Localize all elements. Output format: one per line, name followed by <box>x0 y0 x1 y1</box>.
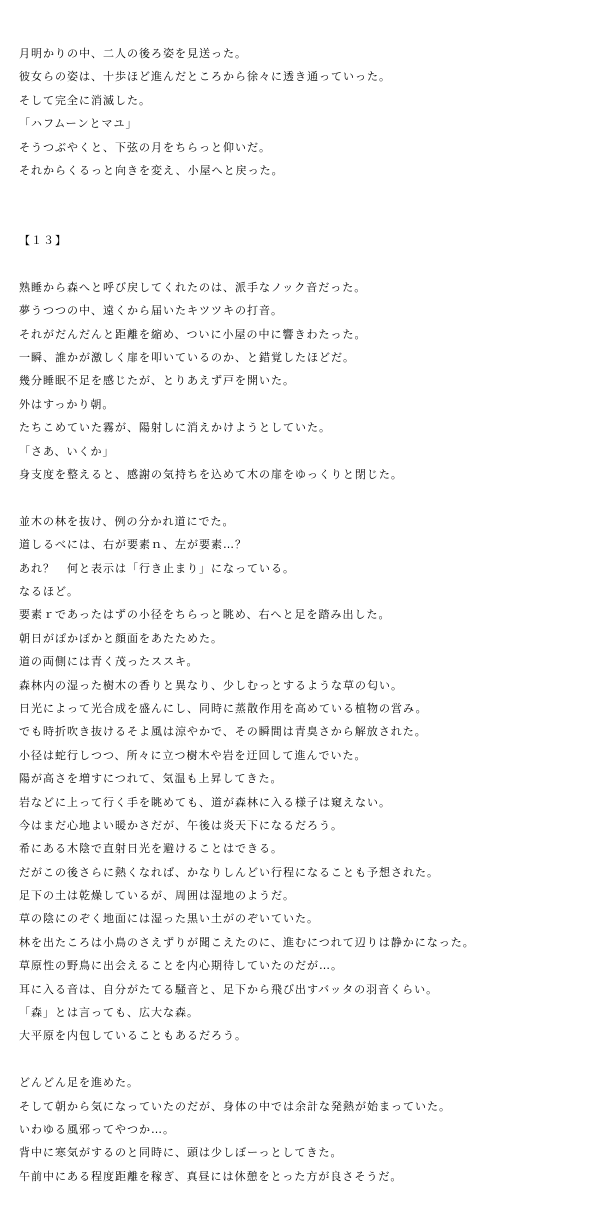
text-line: それからくるっと向きを変え、小屋へと戻った。 <box>19 163 284 177</box>
text-line: どんどん足を進めた。 <box>19 1076 139 1090</box>
blank-line <box>19 486 599 509</box>
text-line: 大平原を内包していることもあるだろう。 <box>19 1029 247 1043</box>
text-line: 熟睡から森へと呼び戻してくれたのは、派手なノック音だった。 <box>19 280 367 294</box>
blank-line <box>19 253 599 276</box>
text-line: そうつぶやくと、下弦の月をちらっと仰いだ。 <box>19 140 271 154</box>
text-line: 今はまだ心地よい暖かさだが、午後は炎天下になるだろう。 <box>19 818 343 832</box>
blank-line <box>19 1048 599 1071</box>
blank-line <box>19 182 599 205</box>
text-line: 道しるべには、右が要素ｎ、左が要素…？ <box>19 538 247 552</box>
text-line: そして朝から気になっていたのだが、身体の中では余計な発熱が始まっていた。 <box>19 1099 451 1113</box>
text-line: 耳に入る音は、自分がたてる騒音と、足下から飛び出すバッタの羽音くらい。 <box>19 982 439 996</box>
text-line: 要素ｒであったはずの小径をちらっと眺め、右へと足を踏み出した。 <box>19 608 391 622</box>
text-line: 午前中にある程度距離を稼ぎ、真昼には休憩をとった方が良さそうだ。 <box>19 1169 403 1183</box>
text-line: それがだんだんと距離を縮め、ついに小屋の中に響きわたった。 <box>19 327 367 341</box>
text-line: いわゆる風邪ってやつか…。 <box>19 1122 175 1136</box>
text-line: 草原性の野鳥に出会えることを内心期待していたのだが…。 <box>19 959 343 973</box>
text-line: 幾分睡眠不足を感じたが、とりあえず戸を開いた。 <box>19 374 295 388</box>
text-line: あれ？ 何と表示は「行き止まり」になっている。 <box>19 561 295 575</box>
text-line: 「ハフムーンとマユ」 <box>19 117 138 131</box>
text-line: 岩などに上って行く手を眺めても、道が森林に入る様子は窺えない。 <box>19 795 391 809</box>
text-line: 希にある木陰で直射日光を避けることはできる。 <box>19 842 283 856</box>
text-line: そして完全に消滅した。 <box>19 93 151 107</box>
document-body <box>19 42 599 1188</box>
text-line: 身支度を整えると、感謝の気持ちを込めて木の扉をゆっくりと閉じた。 <box>19 468 403 482</box>
text-line: 小径は蛇行しつつ、所々に立つ樹木や岩を迂回して進んでいた。 <box>19 748 367 762</box>
text-line: 朝日がぽかぽかと顔面をあたためた。 <box>19 631 223 645</box>
text-line: 彼女らの姿は、十歩ほど進んだところから徐々に透き通っていった。 <box>19 70 391 84</box>
text-line: 背中に寒気がするのと同時に、頭は少しぼーっとしてきた。 <box>19 1146 343 1160</box>
text-line: たちこめていた霧が、陽射しに消えかけようとしていた。 <box>19 421 331 435</box>
text-line: 林を出たころは小鳥のさえずりが聞こえたのに、進むにつれて辺りは静かになった。 <box>19 935 475 949</box>
text-line: 月明かりの中、二人の後ろ姿を見送った。 <box>19 47 247 60</box>
text-line: 森林内の湿った樹木の香りと異なり、少しむっとするような草の匂い。 <box>19 678 403 692</box>
text-line: 「森」とは言っても、広大な森。 <box>19 1006 199 1020</box>
text-line: 日光によって光合成を盛んにし、同時に蒸散作用を高めている植物の営み。 <box>19 701 428 715</box>
text-line: 【１３】 <box>19 234 67 248</box>
text-line: 並木の林を抜け、例の分かれ道にでた。 <box>19 514 235 528</box>
text-line: 一瞬、誰かが激しく扉を叩いているのか、と錯覚したほどだ。 <box>19 351 355 365</box>
text-line: 夢うつつの中、遠くから届いたキツツキの打音。 <box>19 304 283 318</box>
text-line: だがこの後さらに熱くなれば、かなりしんどい行程になることも予想された。 <box>19 865 439 879</box>
blank-line <box>19 206 599 229</box>
text-line: でも時折吹き抜けるそよ風は涼やかで、その瞬間は青臭さから解放された。 <box>19 725 427 739</box>
text-line: 「さあ、いくか」 <box>19 444 115 458</box>
text-line: 陽が高さを増すにつれて、気温も上昇してきた。 <box>19 772 283 786</box>
text-line: 外はすっかり朝。 <box>19 397 115 411</box>
text-line: 草の陰にのぞく地面には湿った黒い土がのぞいていた。 <box>19 912 319 926</box>
text-line: 道の両側には青く茂ったススキ。 <box>19 655 199 669</box>
text-line: なるほど。 <box>19 584 79 598</box>
text-line: 足下の土は乾燥しているが、周囲は湿地のようだ。 <box>19 889 295 903</box>
